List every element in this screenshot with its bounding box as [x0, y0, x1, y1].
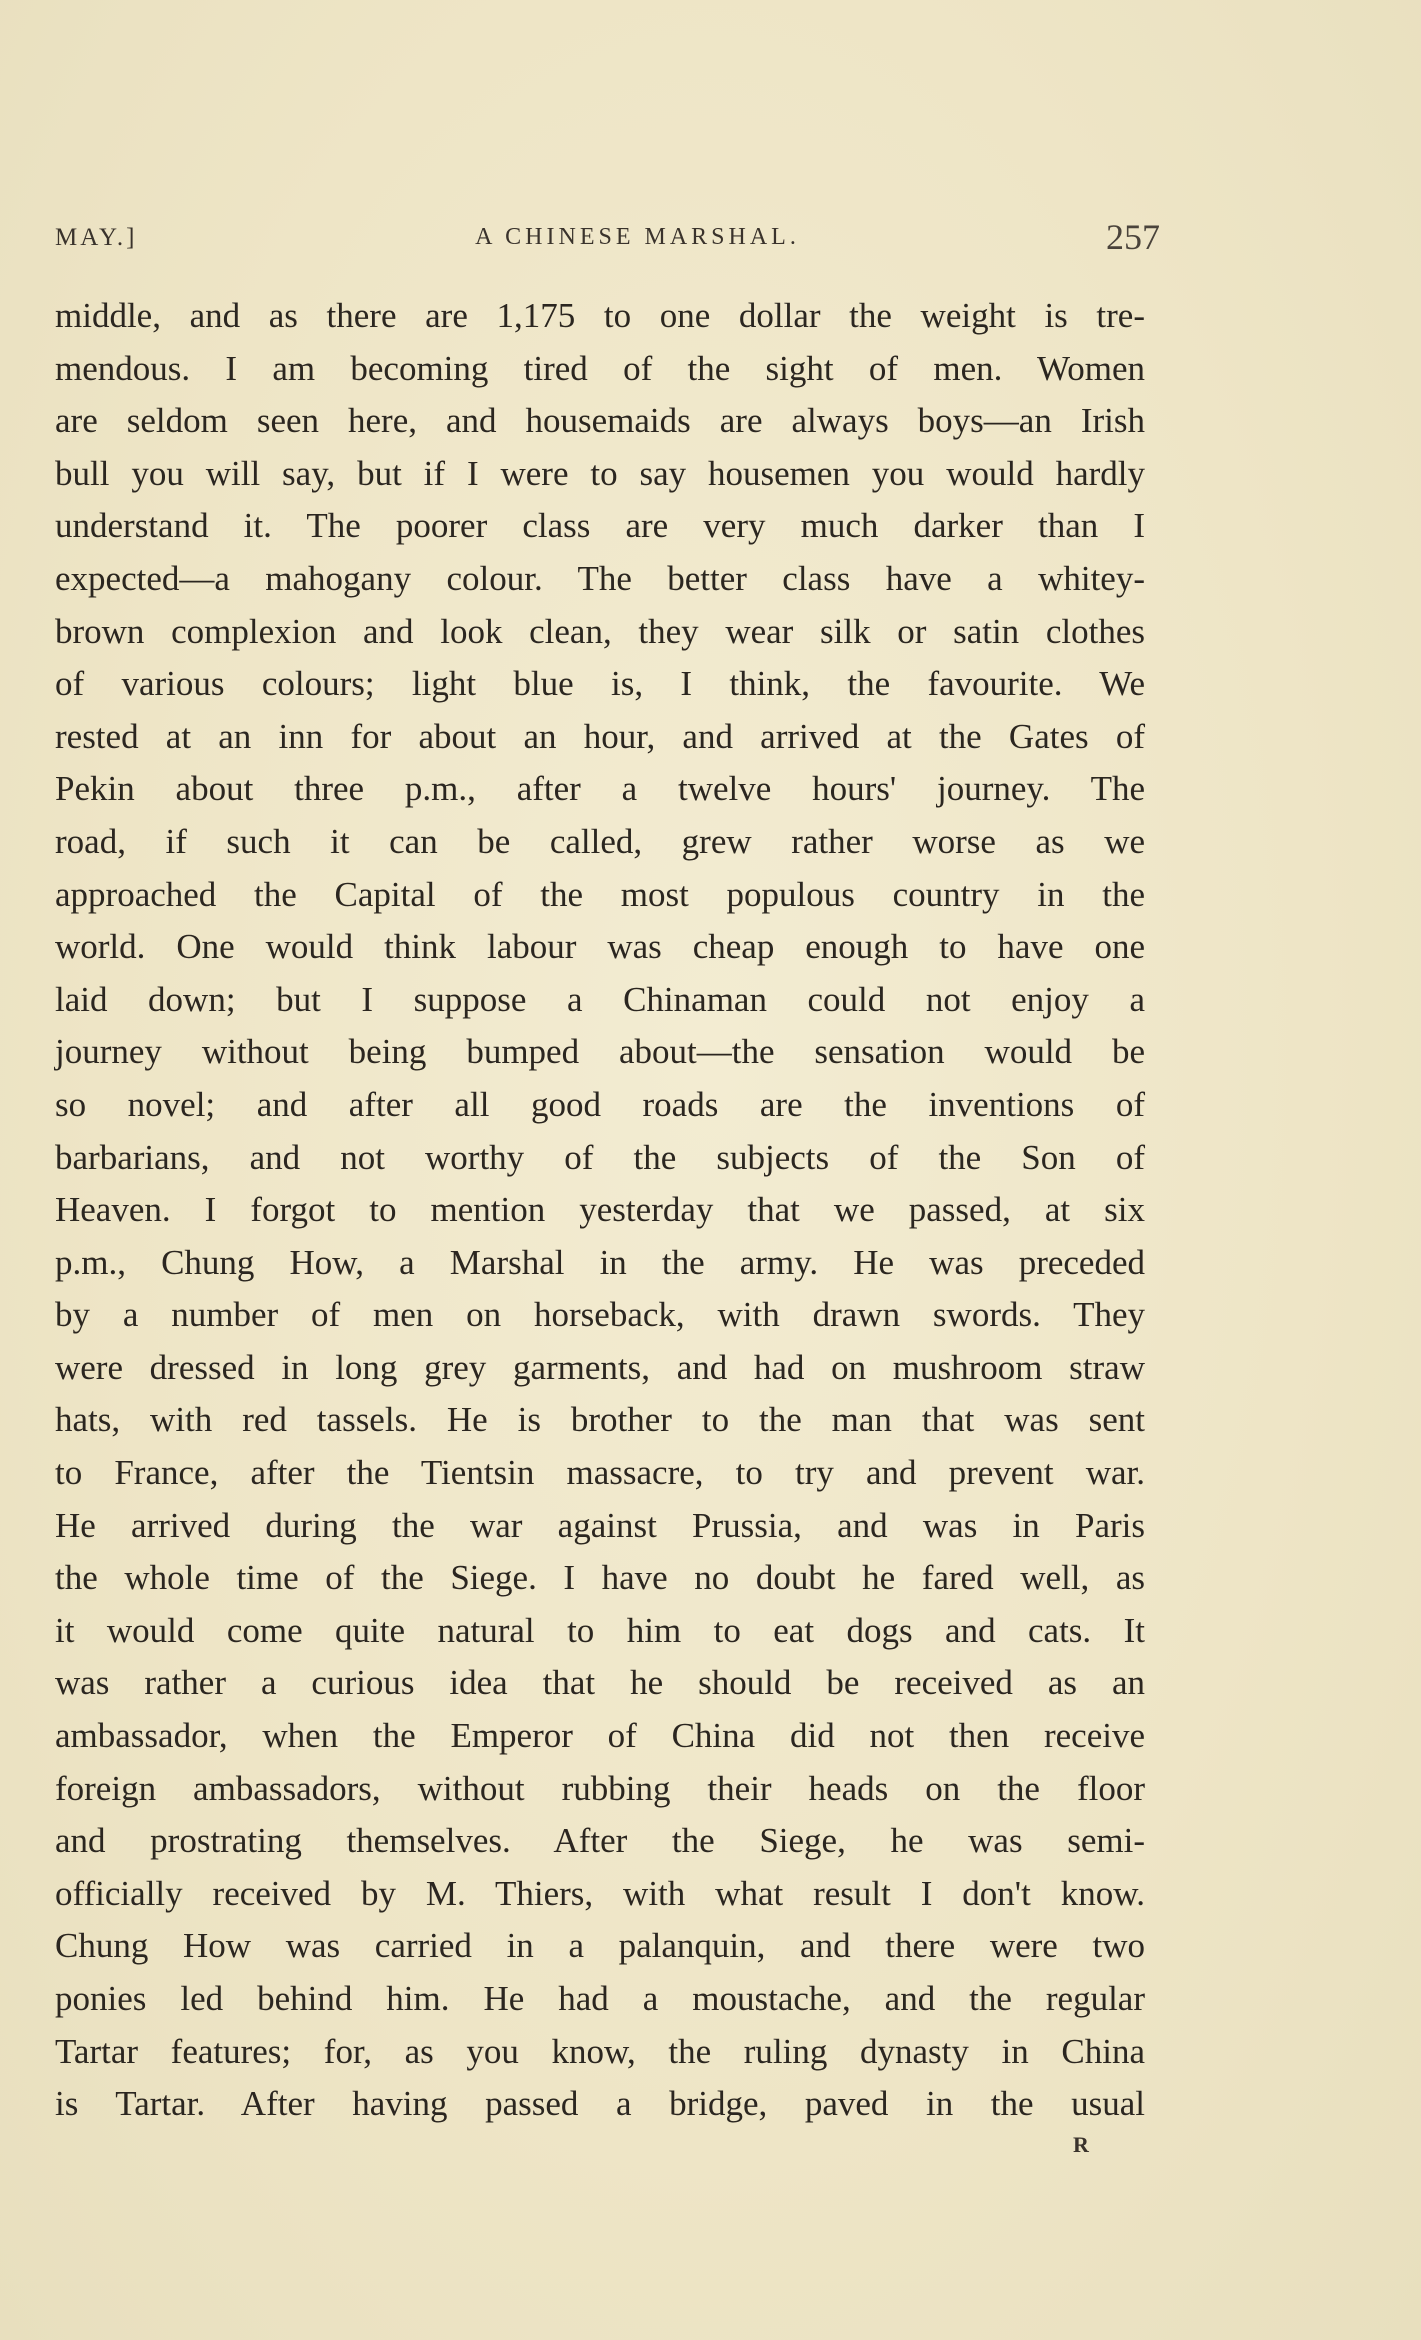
text-line: ambassador, when the Emperor of China did not then receive: [55, 1716, 1145, 1756]
text-line: laid down; but I suppose a Chinaman could not enjoy a: [55, 979, 1145, 1019]
text-line: is Tartar. After having passed a bridge, paved in the usual: [55, 2084, 1145, 2124]
text-line: of various colours; light blue is, I think, the favourite. We: [55, 664, 1145, 704]
text-line: rested at an inn for about an hour, and arrived at the Gates of: [55, 716, 1145, 756]
text-line: are seldom seen here, and housemaids are always boys—an Irish: [55, 401, 1145, 441]
text-line: mendous. I am becoming tired of the sight of men. Women: [55, 348, 1145, 388]
text-line: understand it. The poorer class are very much darker than I: [55, 506, 1145, 546]
text-line: hats, with red tassels. He is brother to the man that was sent: [55, 1400, 1145, 1440]
text-line: Chung How was carried in a palanquin, and there were two: [55, 1926, 1145, 1966]
text-line: middle, and as there are 1,175 to one dollar the weight is tre-: [55, 296, 1145, 335]
text-line: officially received by M. Thiers, with what result I don't know.: [55, 1873, 1145, 1913]
text-line: journey without being bumped about—the sensation would be: [55, 1032, 1145, 1072]
text-line: ponies led behind him. He had a moustache, and the regular: [55, 1979, 1145, 2018]
text-line: brown complexion and look clean, they wear silk or satin clothes: [55, 611, 1145, 651]
text-line: barbarians, and not worthy of the subjects of the Son of: [55, 1137, 1145, 1177]
body-text: [55, 290, 1145, 2131]
text-line: by a number of men on horseback, with drawn swords. They: [55, 1295, 1145, 1335]
text-line: Tartar features; for, as you know, the ruling dynasty in China: [55, 2031, 1145, 2071]
running-head-title: A CHINESE MARSHAL.: [475, 224, 800, 250]
text-line: expected—a mahogany colour. The better class have a whitey-: [55, 558, 1145, 598]
text-line: and prostrating themselves. After the Siege, he was semi-: [55, 1821, 1145, 1861]
text-line: Pekin about three p.m., after a twelve hours' journey. The: [55, 769, 1145, 809]
text-line: approached the Capital of the most populous country in the: [55, 874, 1145, 914]
text-line: so novel; and after all good roads are the inventions of: [55, 1084, 1145, 1124]
text-line: the whole time of the Siege. I have no doubt he fared well, as: [55, 1558, 1145, 1598]
running-head-month: MAY.]: [55, 224, 138, 251]
text-line: was rather a curious idea that he should be received as an: [55, 1663, 1145, 1703]
running-head: [55, 218, 1160, 268]
text-line: Heaven. I forgot to mention yesterday that we passed, at six: [55, 1190, 1145, 1230]
text-line: road, if such it can be called, grew rather worse as we: [55, 821, 1145, 861]
text-line: it would come quite natural to him to eat dogs and cats. It: [55, 1610, 1145, 1650]
signature-mark: R: [1073, 2132, 1089, 2157]
text-line: He arrived during the war against Prussia, and was in Paris: [55, 1505, 1145, 1545]
text-line: foreign ambassadors, without rubbing their heads on the floor: [55, 1768, 1145, 1808]
text-line: were dressed in long grey garments, and had on mushroom straw: [55, 1347, 1145, 1387]
page-number: 257: [1106, 217, 1160, 257]
text-line: p.m., Chung How, a Marshal in the army. He was preceded: [55, 1242, 1145, 1282]
text-line: to France, after the Tientsin massacre, to try and prevent war.: [55, 1453, 1145, 1493]
text-line: world. One would think labour was cheap enough to have one: [55, 927, 1145, 967]
text-line: bull you will say, but if I were to say housemen you would hardly: [55, 453, 1145, 493]
